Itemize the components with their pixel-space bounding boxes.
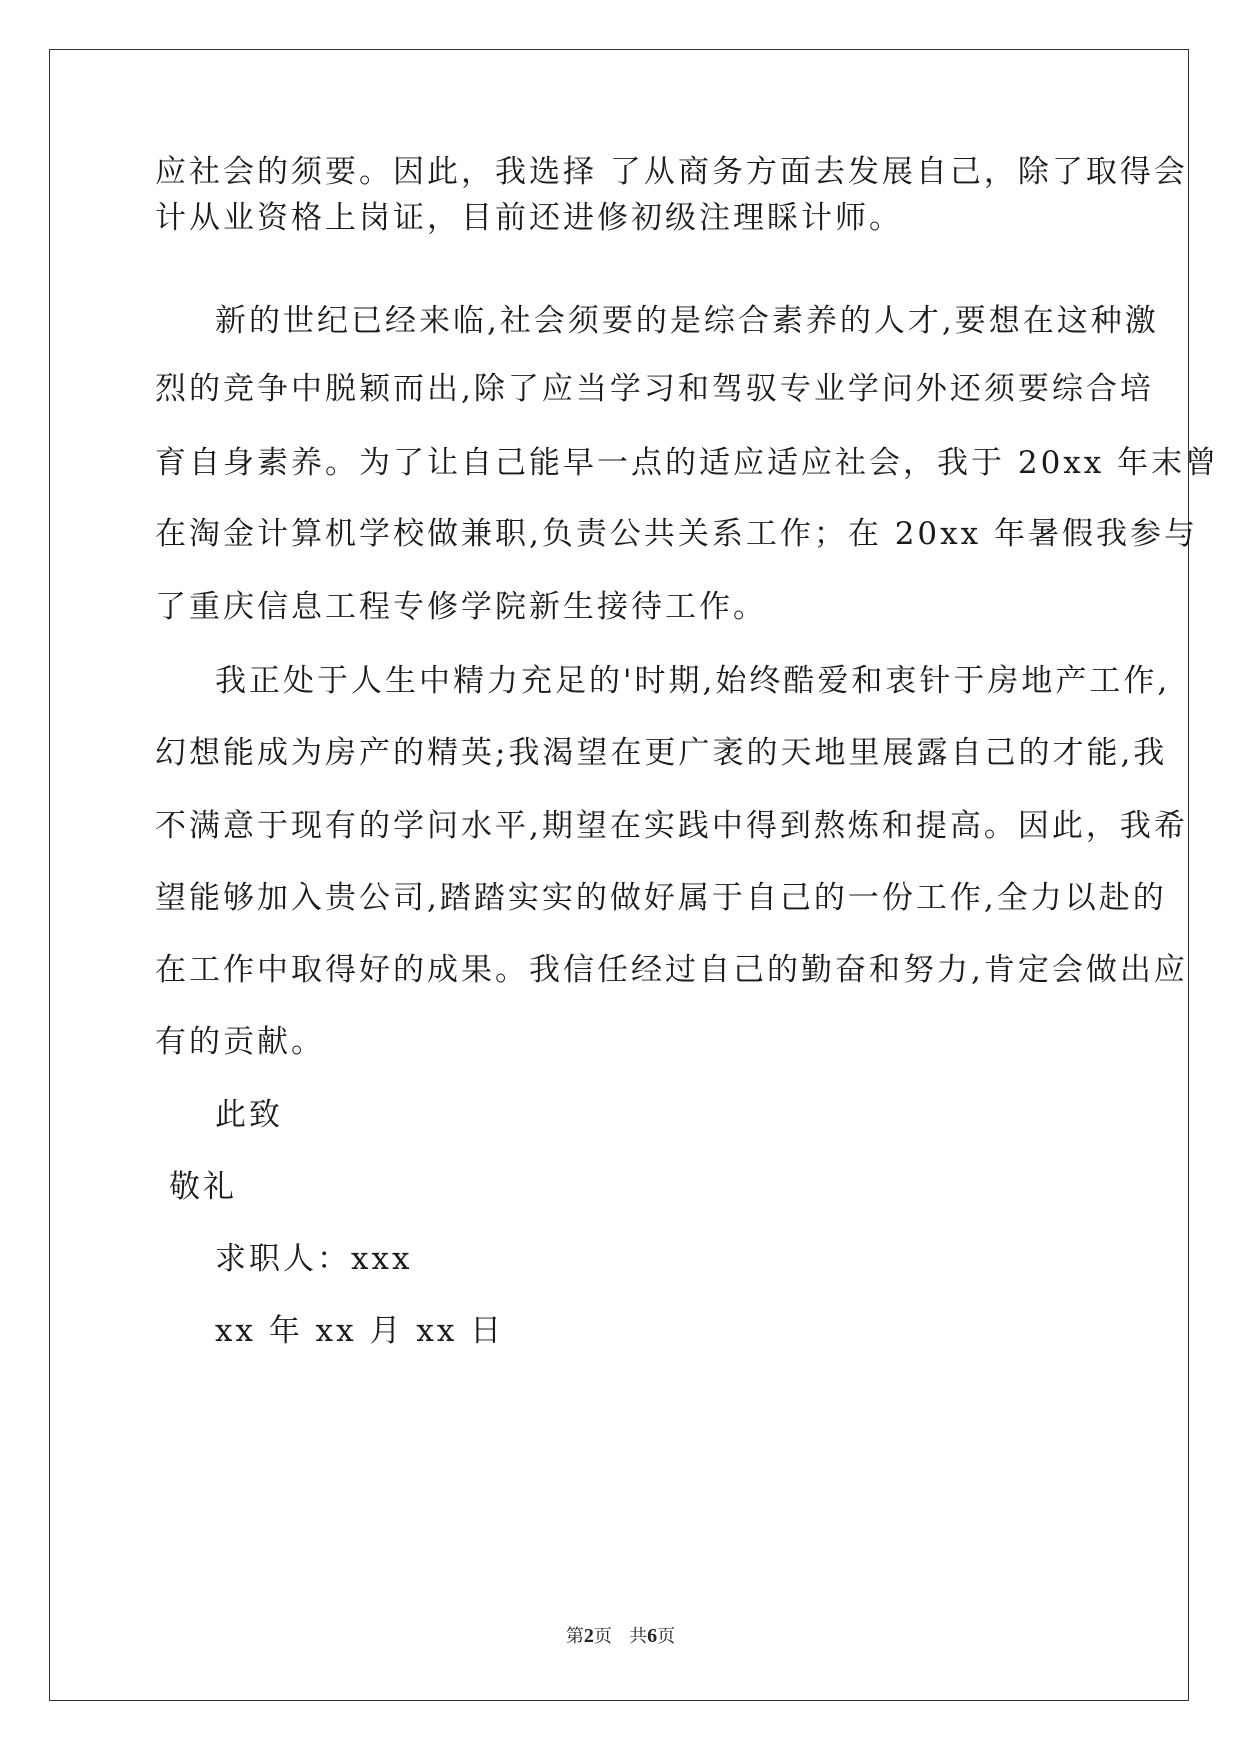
footer-total-prefix: 共 — [629, 1626, 648, 1647]
page-border — [49, 49, 1220, 1701]
footer-prefix: 第 — [565, 1626, 584, 1647]
paragraph-start-line: 新的世纪已经来临,社会须要的是综合素养的人才,要想在这种激 — [215, 303, 1159, 339]
signature: 求职人：xxx — [215, 1241, 413, 1277]
body-line: 在工作中取得好的成果。我信任经过自己的勤奋和努力,肯定会做出应 — [155, 952, 1188, 988]
body-line: 有的贡献。 — [155, 1024, 325, 1060]
total-pages-number: 6 — [647, 1625, 658, 1647]
body-line: 了重庆信息工程专修学院新生接待工作。 — [155, 589, 767, 625]
page-footer — [0, 1624, 1241, 1649]
body-line: 计从业资格上岗证，目前还进修初级注理睬计师。 — [155, 200, 903, 236]
body-line: 幻想能成为房产的精英;我渴望在更广袤的天地里展露自己的才能,我 — [155, 735, 1168, 771]
paragraph-start-line: 我正处于人生中精力充足的'时期,始终酷爱和衷针于房地产工作, — [215, 663, 1171, 699]
closing-respect: 敬礼 — [169, 1169, 237, 1205]
current-page-number: 2 — [583, 1625, 594, 1647]
footer-page-suffix: 页 — [593, 1626, 612, 1647]
body-line: 望能够加入贵公司,踏踏实实的做好属于自己的一份工作,全力以赴的 — [155, 880, 1167, 916]
body-line: 在淘金计算机学校做兼职,负责公共关系工作；在 20xx 年暑假我参与 — [155, 516, 1198, 552]
body-line: 应社会的须要。因此，我选择 了从商务方面去发展自己，除了取得会 — [155, 154, 1188, 190]
body-line: 烈的竞争中脱颖而出,除了应当学习和驾驭专业学问外还须要综合培 — [155, 371, 1154, 407]
letter-date: xx 年 xx 月 xx 日 — [215, 1313, 505, 1349]
body-line: 育自身素养。为了让自己能早一点的适应适应社会，我于 20xx 年末曾 — [155, 445, 1220, 481]
closing-salutation: 此致 — [215, 1097, 283, 1133]
body-line: 不满意于现有的学问水平,期望在实践中得到熬炼和提高。因此，我希 — [155, 808, 1188, 844]
footer-total-suffix: 页 — [657, 1626, 676, 1647]
